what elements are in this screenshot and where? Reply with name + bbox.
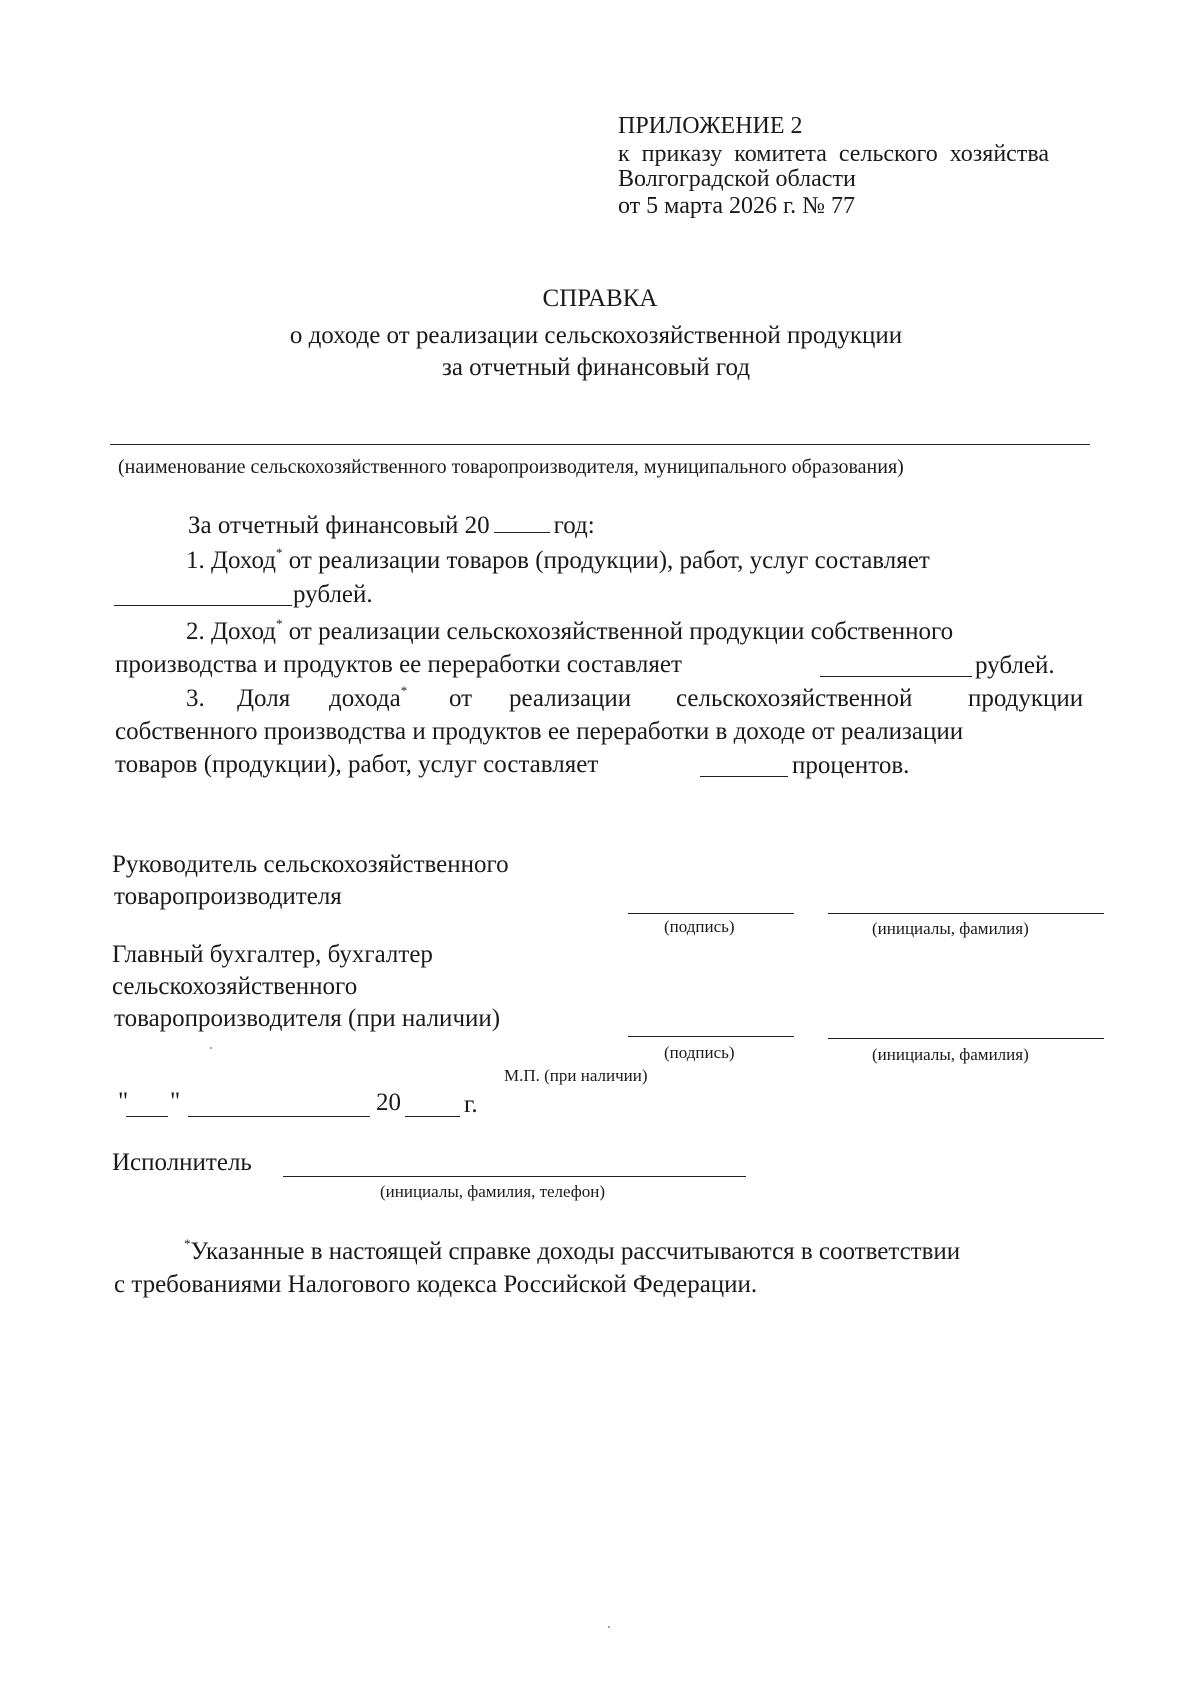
- date-month-blank: [188, 1116, 370, 1117]
- item-2-rest: от реализации сельскохозяйственной продукции собственного: [282, 618, 954, 645]
- accountant-title-line-2: сельскохозяйственного: [112, 973, 358, 1000]
- item-3-w1: 3.: [186, 685, 205, 712]
- year-suffix: год:: [553, 512, 595, 539]
- date-quote-close: ": [170, 1088, 181, 1115]
- executor-line: [283, 1176, 746, 1177]
- item-2-line-2: производства и продуктов ее переработки составляет: [115, 651, 682, 678]
- head-name-caption: (инициалы, фамилия): [872, 919, 1029, 938]
- item-1-rest: от реализации товаров (продукции), работ, услуг составляет: [282, 547, 930, 574]
- annex-order-line: к приказу комитета сельского хозяйства: [618, 141, 1049, 167]
- item-2-amount-blank: [820, 676, 972, 677]
- item-3-w2: Доля: [237, 685, 291, 712]
- year-line: [188, 510, 595, 541]
- item-2-unit: рублей.: [975, 652, 1055, 679]
- footnote-asterisk: *: [184, 1235, 191, 1251]
- item-1-amount-blank: [114, 605, 292, 606]
- producer-name-line: [110, 444, 1090, 445]
- date-year-prefix: 20: [376, 1089, 401, 1116]
- accountant-title-line-3: товаропроизводителя (при наличии): [114, 1005, 501, 1032]
- date-year-blank: [405, 1116, 460, 1117]
- item-3-asterisk: *: [400, 682, 408, 698]
- footnote-line-2: с требованиями Налогового кодекса Российской Федерации.: [114, 1271, 758, 1298]
- executor-caption: (инициалы, фамилия, телефон): [380, 1182, 606, 1201]
- footnote-line-1: [184, 1237, 960, 1267]
- item-2-line-1: [186, 617, 953, 647]
- item-3-unit: процентов.: [792, 752, 910, 779]
- head-name-line: [828, 913, 1104, 914]
- executor-label: Исполнитель: [112, 1149, 252, 1176]
- item-3-w3: [329, 684, 407, 714]
- item-3-w6: сельскохозяйственной: [676, 685, 913, 712]
- producer-caption: (наименование сельскохозяйственного товаропроизводителя, муниципального образования): [118, 456, 904, 478]
- scan-speck: [210, 1047, 212, 1049]
- accountant-name-line: [828, 1038, 1104, 1039]
- accountant-signature-caption: (подпись): [664, 1043, 735, 1062]
- item-3-percent-blank: [700, 776, 788, 777]
- accountant-name-caption: (инициалы, фамилия): [872, 1045, 1029, 1064]
- year-prefix: За отчетный финансовый 20: [188, 512, 490, 539]
- item-3-w4: от: [449, 685, 473, 712]
- scan-speck: [608, 1626, 610, 1628]
- item-3-w7: продукции: [968, 685, 1084, 712]
- accountant-signature-line: [628, 1036, 794, 1037]
- head-title-line-1: Руководитель сельскохозяйственного: [112, 851, 509, 878]
- item-3-w3-text: дохода: [329, 685, 401, 712]
- head-title-line-2: товаропроизводителя: [114, 883, 342, 910]
- stamp-place: М.П. (при наличии): [504, 1066, 648, 1085]
- item-1-start: 1. Доход: [186, 547, 276, 574]
- date-quote-open: ": [118, 1088, 129, 1115]
- footnote-text-1: Указанные в настоящей справке доходы рассчитываются в соответствии: [190, 1238, 961, 1265]
- document-subtitle-1: о доходе от реализации сельскохозяйственной продукции: [289, 322, 903, 349]
- item-1-line-1: [186, 546, 930, 576]
- item-1-asterisk: *: [275, 544, 283, 560]
- date-day-blank: [126, 1116, 168, 1117]
- date-year-suffix: г.: [464, 1091, 478, 1118]
- year-blank: [494, 510, 550, 533]
- document-subtitle-2: за отчетный финансовый год: [441, 354, 751, 381]
- document-title: СПРАВКА: [542, 285, 658, 312]
- item-3-w5: реализации: [509, 685, 632, 712]
- head-signature-line: [628, 913, 794, 914]
- item-2-start: 2. Доход: [186, 618, 276, 645]
- annex-region-line: Волгоградской области: [618, 166, 856, 192]
- annex-date-line: от 5 марта 2026 г. № 77: [618, 193, 855, 219]
- head-signature-caption: (подпись): [664, 917, 735, 936]
- item-3-line-3: товаров (продукции), работ, услуг составляет: [115, 751, 599, 778]
- item-3-line-2: собственного производства и продуктов ее переработки в доходе от реализации: [115, 718, 964, 745]
- annex-title: ПРИЛОЖЕНИЕ 2: [618, 113, 803, 139]
- accountant-title-line-1: Главный бухгалтер, бухгалтер: [112, 941, 433, 968]
- item-1-unit: рублей.: [293, 581, 373, 608]
- item-2-asterisk: *: [275, 615, 283, 631]
